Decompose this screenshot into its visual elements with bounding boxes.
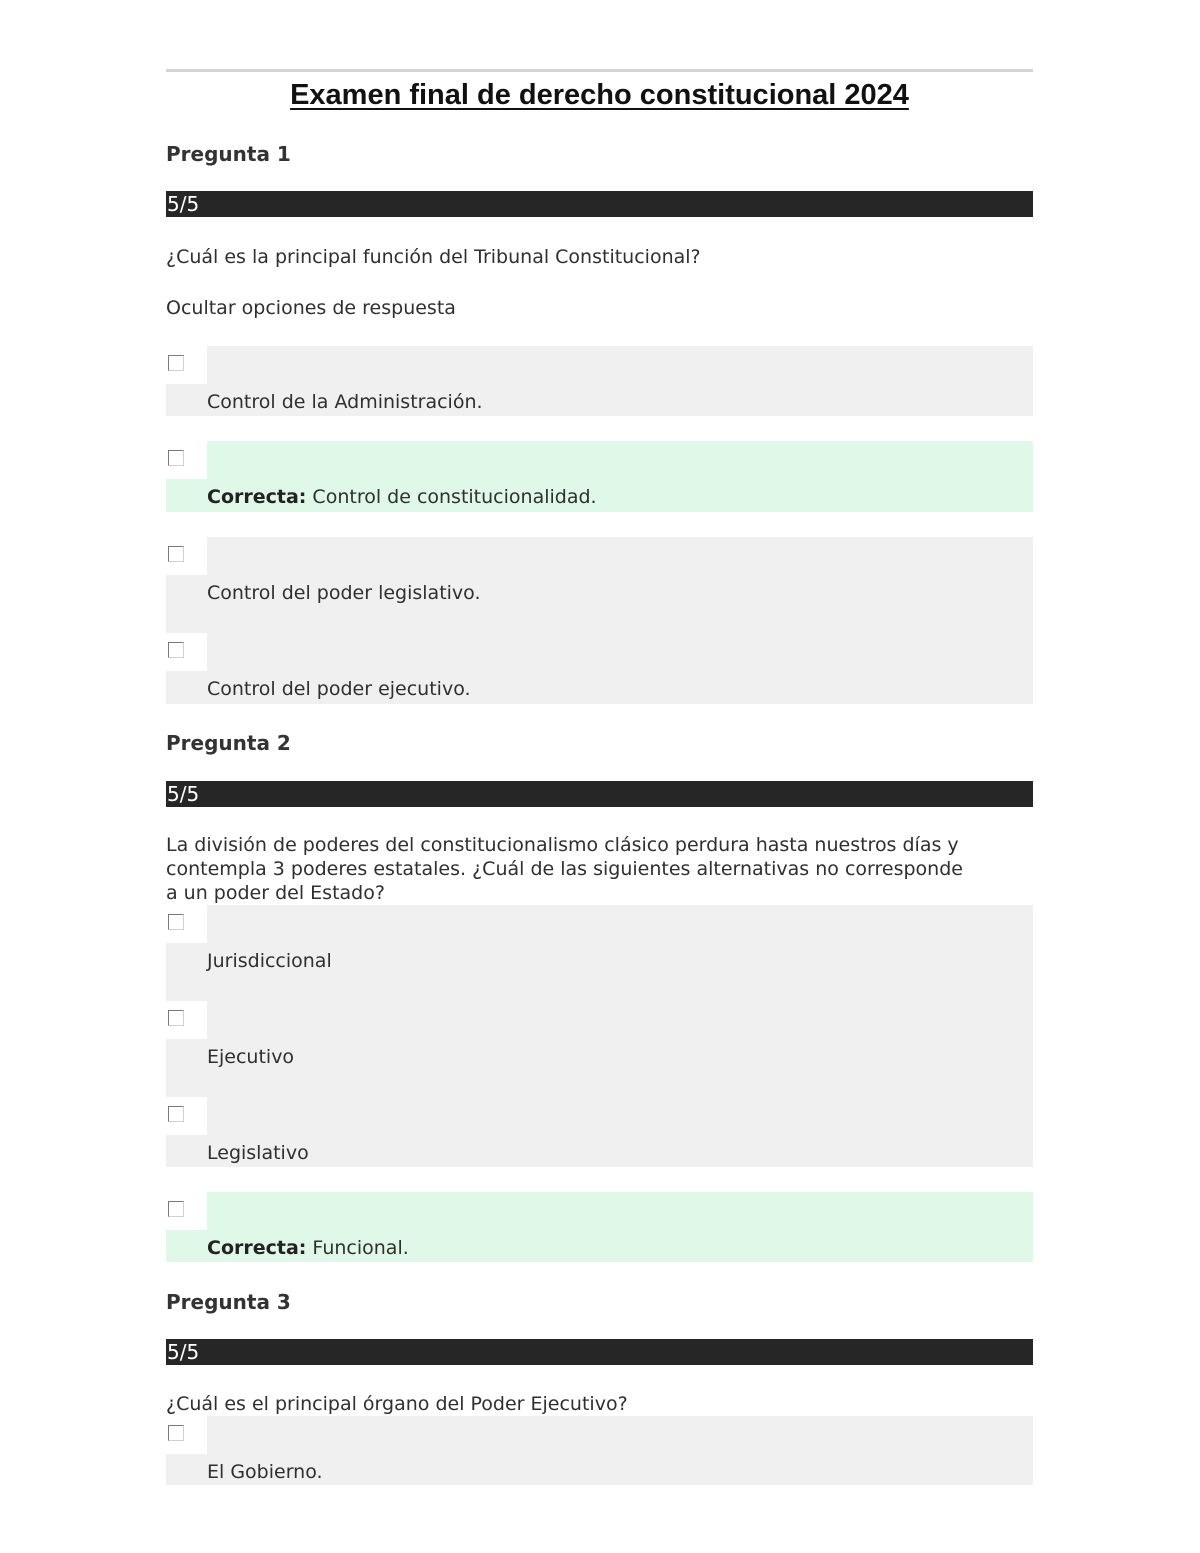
option-label: El Gobierno. <box>207 1461 323 1483</box>
option-label: Control del poder legislativo. <box>207 582 481 604</box>
answer-option[interactable] <box>166 346 1033 442</box>
question-2-heading: Pregunta 2 <box>166 731 291 755</box>
option-label: Legislativo <box>207 1142 309 1164</box>
answer-option[interactable] <box>166 633 1033 729</box>
answer-option[interactable] <box>166 1097 1033 1193</box>
question-3-heading: Pregunta 3 <box>166 1290 291 1314</box>
answer-option[interactable] <box>166 1001 1033 1097</box>
answer-option[interactable] <box>166 905 1033 1001</box>
option-label: Control de la Administración. <box>207 391 483 413</box>
option-label: Control del poder ejecutivo. <box>207 678 471 700</box>
question-3-score: 5/5 <box>166 1339 1033 1365</box>
question-3-text: ¿Cuál es el principal órgano del Poder Ejecutivo? <box>166 1393 628 1415</box>
answer-option[interactable] <box>166 1416 1033 1512</box>
question-2-score: 5/5 <box>166 781 1033 807</box>
question-2-text: La división de poderes del constitucionalismo clásico perdura hasta nuestros días y contempla 3 poderes estatales. ¿Cuál de las siguientes alternativas no corresponde a un poder del Estado? <box>166 834 963 904</box>
option-label: Correcta: Funcional. <box>207 1237 409 1259</box>
checkbox[interactable] <box>168 642 184 658</box>
checkbox[interactable] <box>168 914 184 930</box>
correct-prefix: Correcta: <box>207 1237 307 1259</box>
checkbox[interactable] <box>168 1106 184 1122</box>
checkbox[interactable] <box>168 1010 184 1026</box>
page-title: Examen final de derecho constitucional 2024 <box>290 79 909 111</box>
checkbox[interactable] <box>168 1425 184 1441</box>
hide-options-link[interactable]: Ocultar opciones de respuesta <box>166 297 456 319</box>
option-label: Ejecutivo <box>207 1046 295 1068</box>
question-1-score: 5/5 <box>166 191 1033 217</box>
checkbox[interactable] <box>168 450 184 466</box>
checkbox[interactable] <box>168 546 184 562</box>
question-1-heading: Pregunta 1 <box>166 142 291 166</box>
option-label: Jurisdiccional <box>207 950 332 972</box>
top-divider <box>166 69 1033 72</box>
answer-option[interactable] <box>166 537 1033 633</box>
answer-option-correct[interactable] <box>166 441 1033 537</box>
answer-option-correct[interactable] <box>166 1192 1033 1288</box>
question-1-text: ¿Cuál es la principal función del Tribunal Constitucional? <box>166 246 701 268</box>
correct-prefix: Correcta: <box>207 486 307 508</box>
checkbox[interactable] <box>168 355 184 371</box>
checkbox[interactable] <box>168 1201 184 1217</box>
option-label: Correcta: Control de constitucionalidad. <box>207 486 597 508</box>
